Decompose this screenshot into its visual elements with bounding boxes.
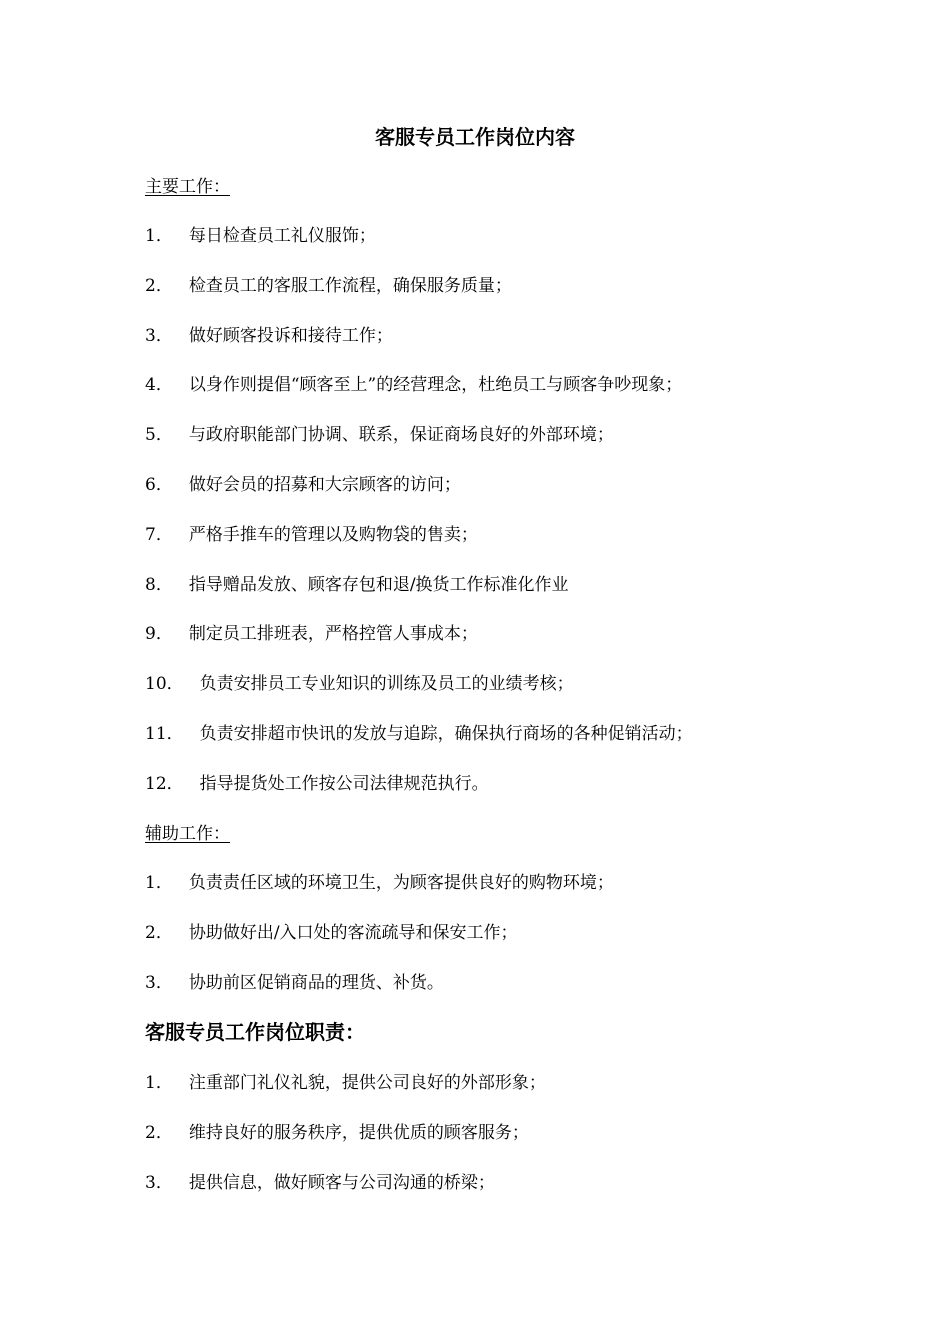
item-text: 制定员工排班表，严格控管人事成本；	[188, 624, 478, 645]
main-work-heading: 主要工作：	[145, 177, 230, 197]
item-text: 负责安排超市快讯的发放与追踪，确保执行商场的各种促销活动；	[199, 723, 693, 744]
list-item	[145, 523, 845, 573]
list-item	[145, 573, 845, 623]
list-item	[145, 672, 845, 722]
item-text: 以身作则提倡“顾客至上”的经营理念，杜绝员工与顾客争吵现象；	[188, 375, 683, 396]
item-number: 2．	[145, 1122, 173, 1143]
item-number: 5．	[145, 425, 173, 446]
list-item	[145, 1071, 845, 1121]
item-number: 3．	[145, 1172, 173, 1193]
item-number: 3．	[145, 325, 173, 346]
list-item	[145, 971, 845, 1021]
aux-work-list	[145, 871, 845, 1020]
main-work-list	[145, 224, 845, 822]
duties-list	[145, 1071, 845, 1220]
item-number: 6．	[145, 474, 173, 495]
item-number: 2．	[145, 922, 173, 943]
list-item	[145, 473, 845, 523]
item-number: 2．	[145, 275, 173, 296]
item-number: 1．	[145, 1073, 173, 1093]
item-number: 7．	[145, 524, 173, 545]
item-number: 11．	[145, 723, 184, 744]
item-text: 协助前区促销商品的理货、补货。	[188, 972, 444, 993]
list-item	[145, 722, 845, 772]
list-item	[145, 871, 845, 921]
item-number: 4．	[145, 375, 173, 396]
item-text: 负责责任区域的环境卫生，为顾客提供良好的购物环境；	[188, 873, 614, 893]
item-text: 负责安排员工专业知识的训练及员工的业绩考核；	[199, 674, 574, 695]
item-number: 10．	[145, 674, 184, 695]
item-number: 1．	[145, 226, 173, 246]
page-title: 客服专员工作岗位内容	[375, 125, 575, 149]
item-text: 做好会员的招募和大宗顾客的访问；	[188, 474, 461, 495]
item-text: 指导赠品发放、顾客存包和退/换货工作标准化作业	[188, 574, 569, 595]
list-item	[145, 324, 845, 374]
list-item	[145, 224, 845, 274]
list-item	[145, 423, 845, 473]
duties-heading: 客服专员工作岗位职责：	[145, 1020, 365, 1044]
list-item	[145, 772, 845, 822]
item-text: 做好顾客投诉和接待工作；	[188, 325, 393, 346]
item-text: 检查员工的客服工作流程，确保服务质量；	[188, 275, 512, 296]
list-item	[145, 622, 845, 672]
list-item	[145, 274, 845, 324]
item-text: 指导提货处工作按公司法律规范执行。	[199, 773, 489, 794]
item-text: 与政府职能部门协调、联系，保证商场良好的外部环境；	[188, 425, 614, 446]
item-number: 9．	[145, 624, 173, 645]
item-text: 严格手推车的管理以及购物袋的售卖；	[188, 524, 478, 545]
item-text: 每日检查员工礼仪服饰；	[188, 226, 376, 246]
aux-work-heading: 辅助工作：	[145, 824, 230, 844]
item-text: 注重部门礼仪礼貌，提供公司良好的外部形象；	[188, 1073, 546, 1093]
item-text: 维持良好的服务秩序，提供优质的顾客服务；	[188, 1122, 529, 1143]
item-number: 3．	[145, 972, 173, 993]
item-text: 提供信息，做好顾客与公司沟通的桥梁；	[188, 1172, 495, 1193]
item-text: 协助做好出/入口处的客流疏导和保安工作；	[188, 922, 518, 943]
list-item	[145, 373, 845, 423]
item-number: 12．	[145, 773, 184, 794]
item-number: 8．	[145, 574, 173, 595]
list-item	[145, 921, 845, 971]
list-item	[145, 1121, 845, 1171]
list-item	[145, 1171, 845, 1221]
item-number: 1．	[145, 873, 173, 893]
